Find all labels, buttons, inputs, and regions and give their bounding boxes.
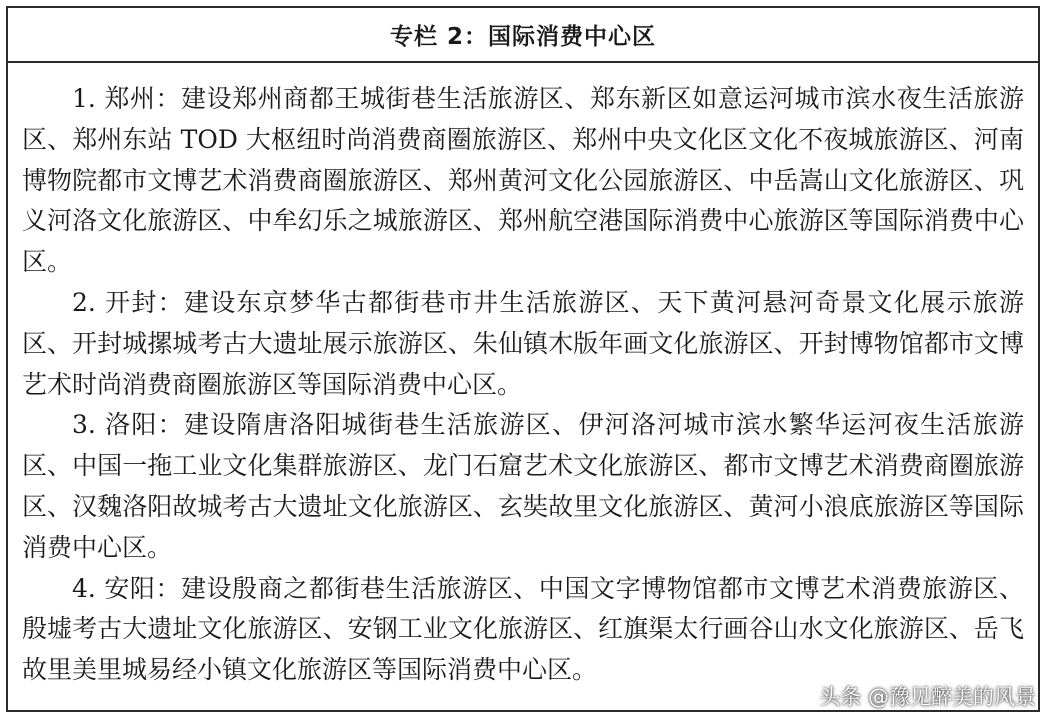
paragraph-luoyang: 3. 洛阳：建设隋唐洛阳城街巷生活旅游区、伊河洛河城市滨水繁华运河夜生活旅游区、中国一拖工业文化集群旅游区、龙门石窟艺术文化旅游区、都市文博艺术消费商圈旅游区、汉魏洛阳故城考古大遗址文化旅游区、玄奘故里文化旅游区、黄河小浪底旅游区等国际消费中心区。 <box>22 410 1024 562</box>
panel-title: 专栏 2：国际消费中心区 <box>389 24 656 50</box>
paragraph-zhengzhou: 1. 郑州：建设郑州商都王城街巷生活旅游区、郑东新区如意运河城市滨水夜生活旅游区、郑州东站 TOD 大枢纽时尚消费商圈旅游区、郑州中央文化区文化不夜城旅游区、河南博物院都市文博艺术消费商圈旅游区、郑州黄河文化公园旅游区、中岳嵩山文化旅游区、巩义河洛文化旅游区、中牟幻乐之城旅游区、郑州航空港国际消费中心旅游区等国际消费中心区。 <box>22 84 1024 277</box>
panel-header <box>8 8 1038 63</box>
paragraph-kaifeng: 2. 开封：建设东京梦华古都街巷市井生活旅游区、天下黄河悬河奇景文化展示旅游区、开封城摞城考古大遗址展示旅游区、朱仙镇木版年画文化旅游区、开封博物馆都市文博艺术时尚消费商圈旅游区等国际消费中心区。 <box>22 287 1024 399</box>
watermark <box>795 681 1036 711</box>
column-panel <box>6 6 1040 712</box>
paragraph-anyang: 4. 安阳：建设殷商之都街巷生活旅游区、中国文字博物馆都市文博艺术消费旅游区、殷墟考古大遗址文化旅游区、安钢工业文化旅游区、红旗渠太行画谷山水文化旅游区、岳飞故里美里城易经小镇文化旅游区等国际消费中心区。 <box>22 573 1024 685</box>
panel-content <box>8 63 1038 691</box>
toutiao-logo-icon <box>795 687 813 705</box>
watermark-text: 头条 @豫见醉美的风景 <box>819 685 1036 709</box>
